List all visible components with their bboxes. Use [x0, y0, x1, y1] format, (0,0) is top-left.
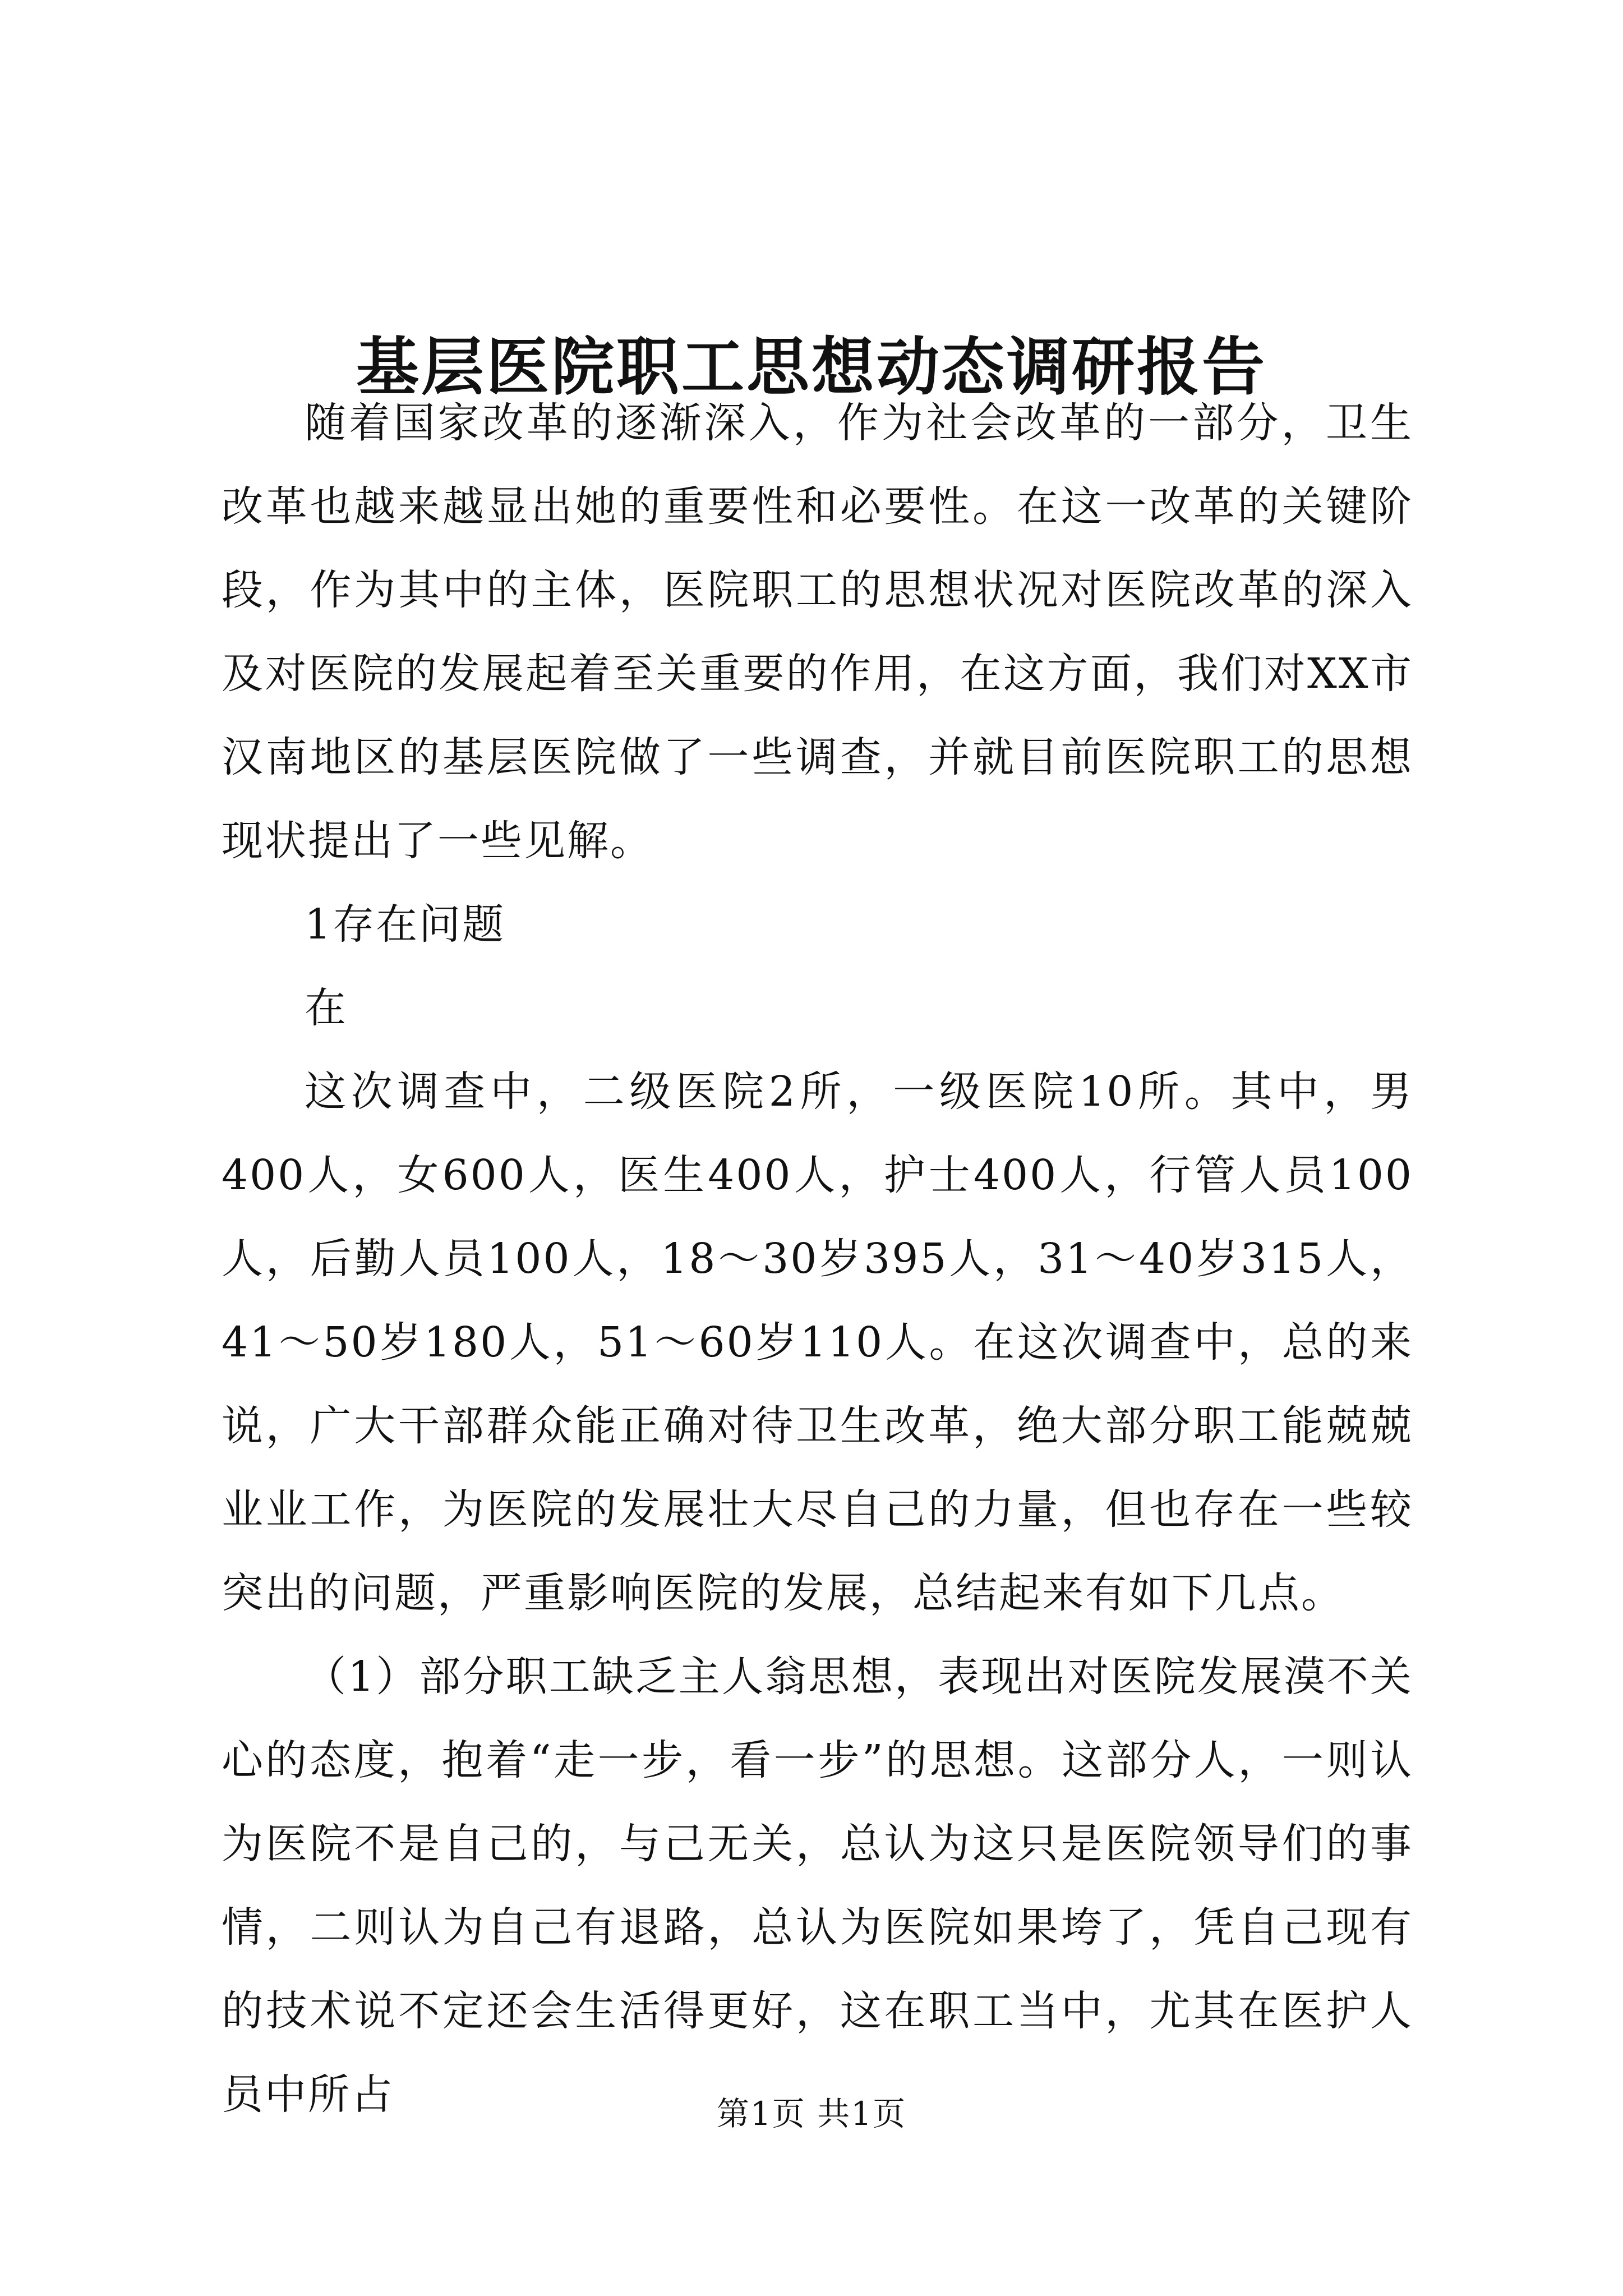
page-number-footer: 第1页 共1页 [716, 2095, 907, 2133]
section-heading: 1存在问题 [305, 900, 506, 949]
paragraph-intro: 随着国家改革的逐渐深入，作为社会改革的一部分，卫生改革也越来越显出她的重要性和必要性。在这一改革的关键阶段，作为其中的主体，医院职工的思想状况对医院改革的深入及对医院的发展起着至关重要的作用，在这方面，我们对XX市汉南地区的基层医院做了一些调查，并就目前医院职工的思想现状提出了一些见解。 [222, 399, 1413, 865]
paragraph-point-1: （1）部分职工缺乏主人翁思想，表现出对医院发展漠不关心的态度，抱着“走一步，看一步”的思想。这部分人，一则认为医院不是自己的，与己无关，总认为这只是医院领导们的事情，二则认为自己有退路，总认为医院如果垮了，凭自己现有的技术说不定还会生活得更好，这在职工当中，尤其在医护人员中所占 [222, 1653, 1413, 2119]
paragraph-fragment: 在 [305, 984, 348, 1032]
document-body [222, 381, 1413, 2137]
document-title: 基层医院职工思想动态调研报告 [356, 330, 1267, 404]
paragraph-survey: 这次调查中，二级医院2所，一级医院10所。其中，男400人，女600人，医生400人，护士400人，行管人员100人，后勤人员100人，18～30岁395人，31～40岁315人，41～50岁180人，51～60岁110人。在这次调查中，总的来说，广大干部群众能正确对待卫生改革，绝大部分职工能兢兢业业工作，为医院的发展壮大尽自己的力量，但也存在一些较突出的问题，严重影响医院的发展，总结起来有如下几点。 [222, 1068, 1413, 1617]
